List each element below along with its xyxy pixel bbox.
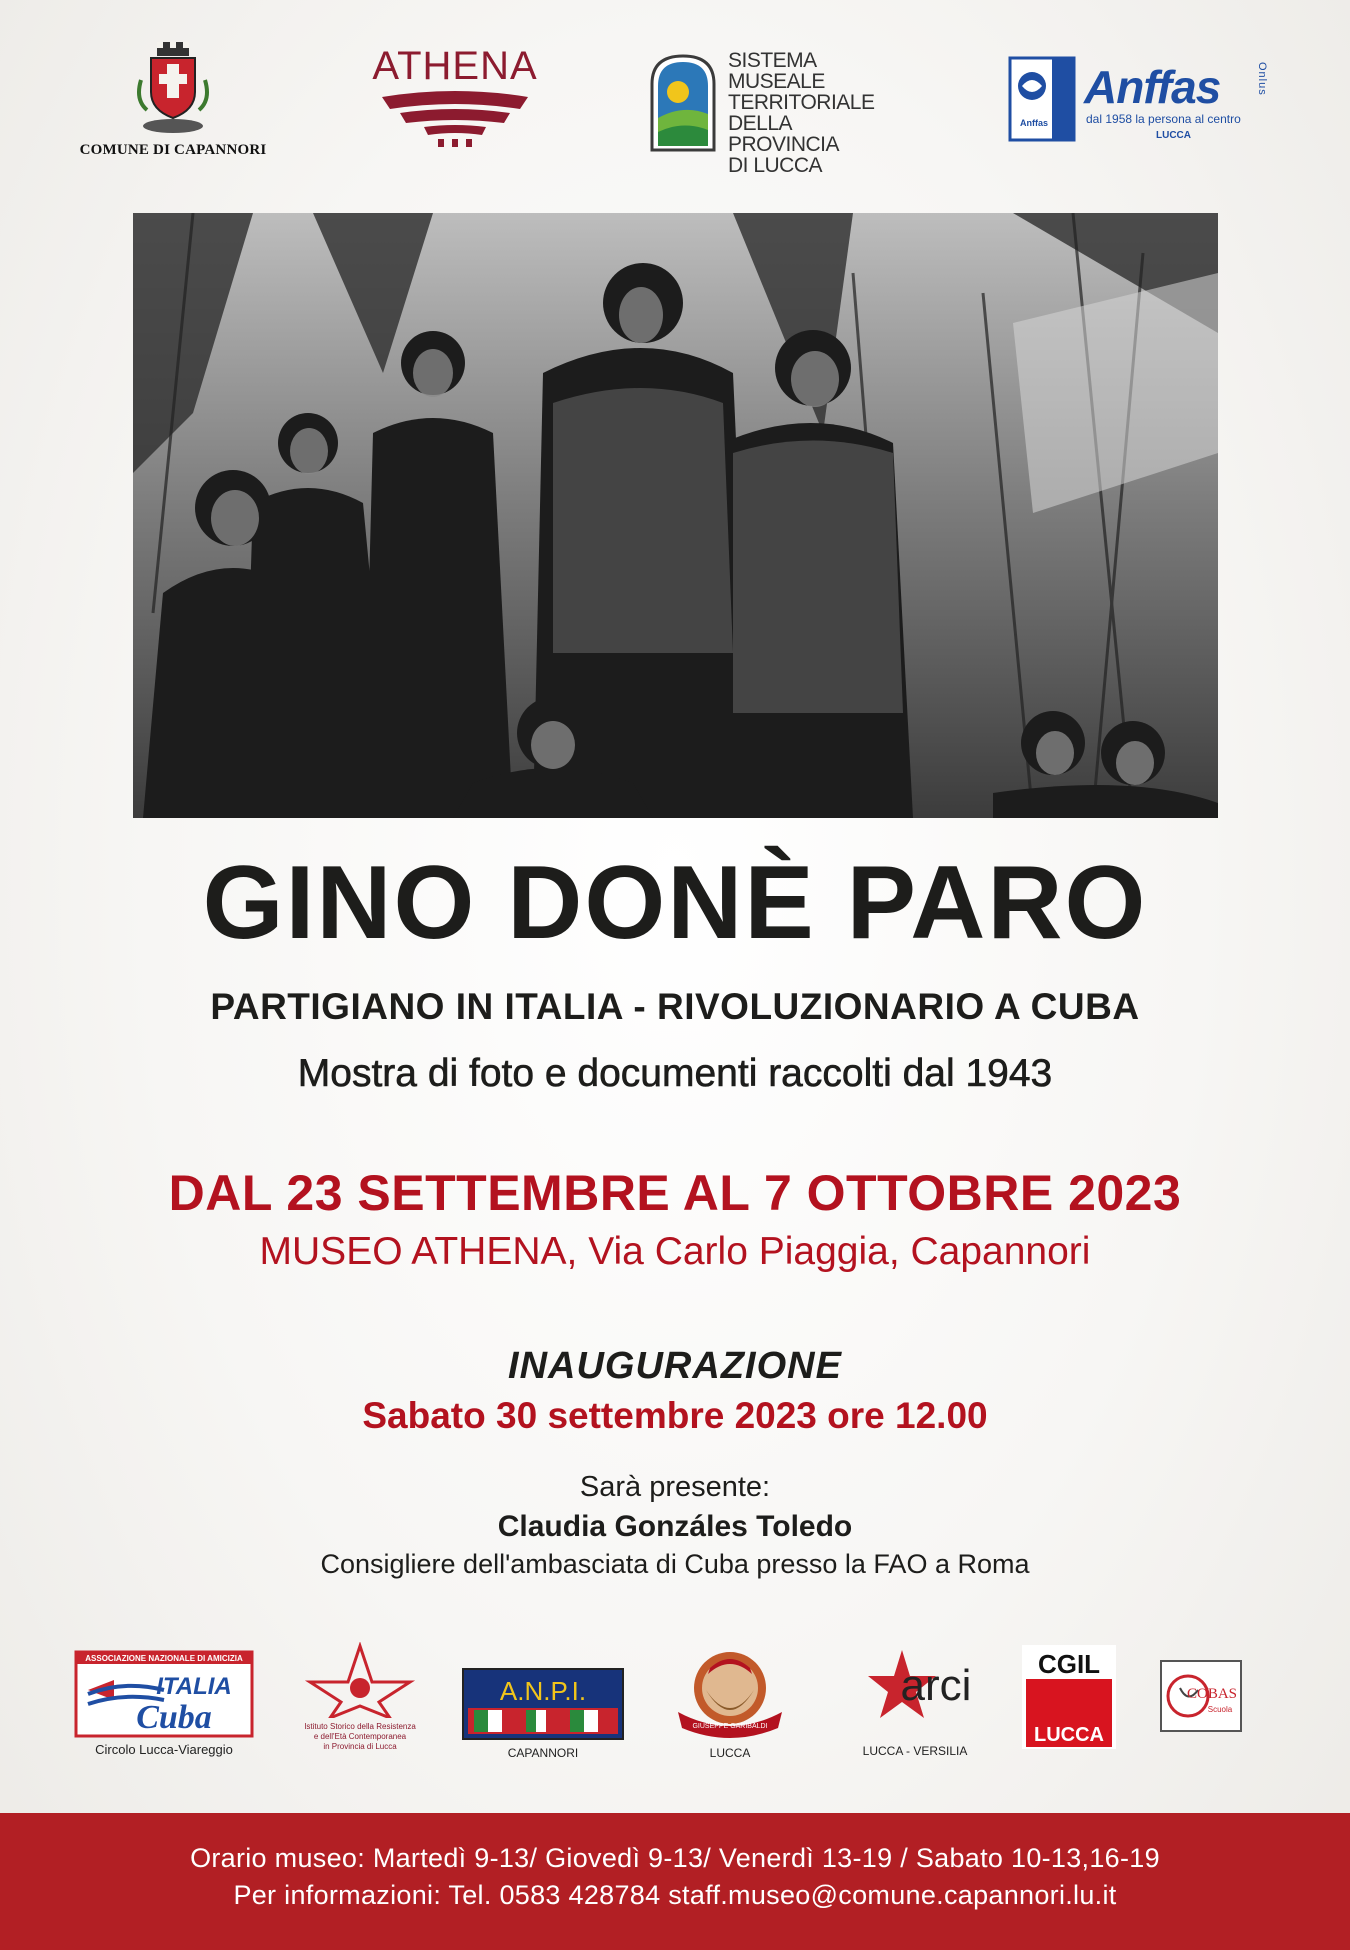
istituto-line-2: e dell'Età Contemporanea [313,1732,407,1741]
anffas-name: Anffas [1084,61,1221,113]
italia-cuba-top-text: ASSOCIAZIONE NAZIONALE DI AMICIZIA [85,1654,243,1663]
inauguration-datetime: Sabato 30 settembre 2023 ore 12.00 [362,1395,988,1436]
contact-info: Per informazioni: Tel. 0583 428784 staff.museo@comune.capannori.lu.it [233,1880,1117,1910]
cgil-logo [1022,1645,1116,1749]
cgil-city: LUCCA [1034,1724,1104,1746]
anffas-logo [1008,56,1268,146]
garibaldi-logo [672,1648,788,1764]
arci-name: arci [900,1661,972,1710]
sistema-line-3: DELLA PROVINCIA [728,112,840,156]
inauguration-label: INAUGURAZIONE [508,1345,842,1387]
subtitle: PARTIGIANO IN ITALIA - RIVOLUZIONARIO A CUBA [210,986,1140,1027]
guerrilla-group-photo [133,213,1218,818]
temple-icon [370,89,540,153]
istituto-line-1: Istituto Storico della Resistenza [304,1722,416,1731]
sistema-line-2: TERRITORIALE [728,91,875,114]
capannori-logo [78,40,268,170]
page-title: GINO DONÈ PARO [202,845,1148,961]
anpi-caption: CAPANNORI [507,1746,579,1760]
header-logos [0,0,1350,190]
capannori-label: COMUNE DI CAPANNORI [79,142,267,158]
red-star-icon [300,1642,420,1718]
athena-label: ATHENA [372,44,538,88]
athena-logo [370,44,540,164]
italia-cuba-logo [74,1650,254,1765]
arci-caption: LUCCA - VERSILIA [862,1744,968,1758]
sistema-line-4: DI LUCCA [728,154,823,177]
anffas-city: LUCCA [1156,130,1191,141]
anpi-flag-icon [462,1668,624,1740]
guest-role: Consigliere dell'ambasciata di Cuba presso la FAO a Roma [320,1549,1030,1579]
cobas-sub: Scuola [1207,1705,1233,1714]
cgil-emblem-icon [1022,1645,1116,1749]
anffas-tagline: dal 1958 la persona al centro [1086,112,1241,126]
anpi-name: A.N.P.I. [499,1676,587,1706]
coat-of-arms-icon [133,40,213,136]
italia-cuba-name-2: Cuba [136,1699,212,1736]
sistema-museale-logo [648,49,898,177]
anffas-onlus: Onlus [1256,62,1268,96]
guest-intro: Sarà presente: [579,1471,771,1503]
sistema-line-1: SISTEMA MUSEALE [728,49,825,93]
cobas-name: COBAS [1186,1686,1238,1702]
footer-bar [0,1813,1350,1950]
garibaldi-caption: LUCCA [709,1746,751,1760]
arci-logo [840,1646,990,1766]
italia-cuba-caption: Circolo Lucca-Viareggio [95,1742,233,1757]
cobas-logo [1160,1660,1242,1732]
guest-name: Claudia Gonzáles Toledo [497,1510,853,1543]
historic-photo [133,213,1218,818]
cgil-name: CGIL [1037,1649,1101,1679]
garibaldi-portrait-icon [672,1648,788,1738]
istituto-storico-logo [300,1642,420,1762]
anffas-emblem-icon [1008,56,1076,142]
exhibition-venue: MUSEO ATHENA, Via Carlo Piaggia, Capannori [259,1230,1091,1273]
exhibition-dates: DAL 23 SETTEMBRE AL 7 OTTOBRE 2023 [168,1165,1182,1221]
italia-cuba-name-1: ITALIA [156,1673,232,1700]
anpi-logo [462,1668,624,1764]
istituto-line-3: in Provincia di Lucca [323,1742,397,1751]
svg-text:Anffas: Anffas [1020,118,1049,128]
cobas-emblem-icon [1160,1660,1242,1732]
garibaldi-ribbon: GIUSEPPE GARIBALDI [692,1723,768,1730]
italia-cuba-emblem-icon [74,1650,254,1740]
exhibition-description: Mostra di foto e documenti raccolti dal 1943 [297,1052,1053,1095]
museum-hours: Orario museo: Martedì 9-13/ Giovedì 9-13/ Venerdì 13-19 / Sabato 10-13,16-19 [190,1843,1160,1873]
landscape-arch-icon [648,52,718,152]
arci-star-icon [840,1646,990,1726]
